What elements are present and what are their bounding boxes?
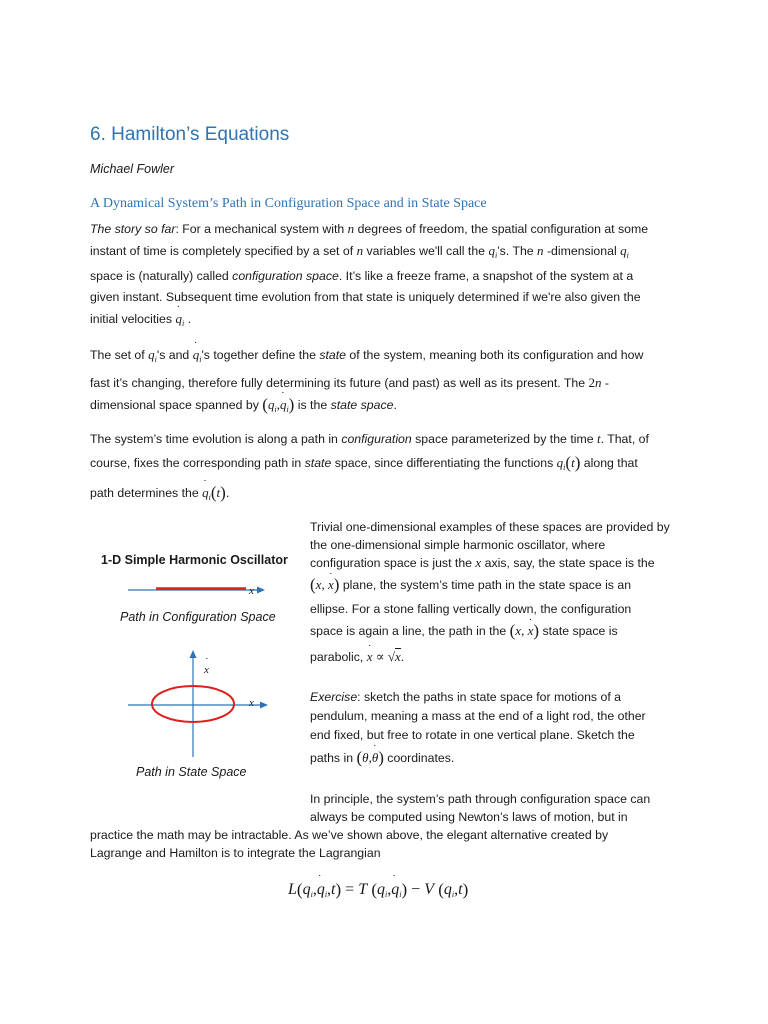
paragraph-principle-a: In principle, the system’s path through configuration space can always be computed using Newton’s laws of motion, but in xyxy=(310,792,651,824)
state-space-figure xyxy=(118,645,278,765)
page-title: 6. Hamilton’s Equations xyxy=(90,124,290,145)
author: Michael Fowler xyxy=(90,162,175,176)
state-xdot-label: x ˙ xyxy=(204,664,209,676)
paragraph-time-evolution: The system’s time evolution is along a path in configuration space parameterized by the time t. That, of course, fixes the corresponding path in state space, since differentiating the functions $q_i(t)$ along that path determines the q $˙_i(t)$. xyxy=(90,428,690,508)
figure-title: 1-D Simple Harmonic Oscillator xyxy=(101,553,288,567)
paragraph-examples: Trivial one-dimensional examples of these spaces are provided by the one-dimensional simple harmonic oscillator, where configuration space is just the x axis, say, the state space is the (x, x ˙) plane, the system’s time path in the state space is an ellipse. For a stone falling vertically down, the configuration space is again a line, the path in the (x, x ˙) state space is parabolic, x ˙ ∝ √x. xyxy=(310,518,690,666)
paragraph-state: The set of $q_i's$ and q $˙_i's$ together define the state of the system, meaning both its configuration and how fast it’s changing, therefore fully determining its future (and past) as well as its present. The 2n - dimensional space spanned by ($q_i,q$ $˙_i$) is the state space. xyxy=(90,344,690,420)
paragraph-story-so-far: The story so far: For a mechanical system with n degrees of freedom, the spatial configuration at some instant of time is completely specified by a set of n variables we'll call the $q_i’s$. The n -dimensional $q_i$ space is (naturally) called configuration space. It’s like a freeze frame, a snapshot of the system at a given instant. Subsequent time evolution from that state is uniquely determined if we're also given the initial velocities q $˙_i$ . xyxy=(90,218,690,334)
state-xdot-arrow xyxy=(190,650,197,658)
paragraph-exercise: Exercise: sketch the paths in state space for motions of a pendulum, meaning a mass at the end of a light rod, the other end fixed, but free to rotate in one vertical plane. Sketch the paths in (θ,θ ˙) coordinates. xyxy=(310,688,690,768)
paragraph-principle-b: practice the math may be intractable. As we’ve shown above, the elegant alternative created by Lagrange and Hamilton is to integrate the Lagrangian xyxy=(90,828,609,860)
lead-text: The story so far xyxy=(90,222,176,236)
state-x-arrow xyxy=(260,702,268,709)
section-heading: A Dynamical System’s Path in Configuration Space and in State Space xyxy=(90,196,487,211)
lagrangian-equation: $L(q_i,q$ $˙_i,t) = T$ ($q_i,q$ $˙_i) - V$ $(q_i,t)$ xyxy=(288,880,468,900)
state-space-caption: Path in State Space xyxy=(136,765,247,779)
state-x-label: x xyxy=(249,697,254,709)
config-space-caption: Path in Configuration Space xyxy=(120,610,276,624)
config-x-label: x xyxy=(249,585,254,597)
x-axis-arrow xyxy=(257,587,265,594)
configuration-space-figure xyxy=(120,580,270,600)
